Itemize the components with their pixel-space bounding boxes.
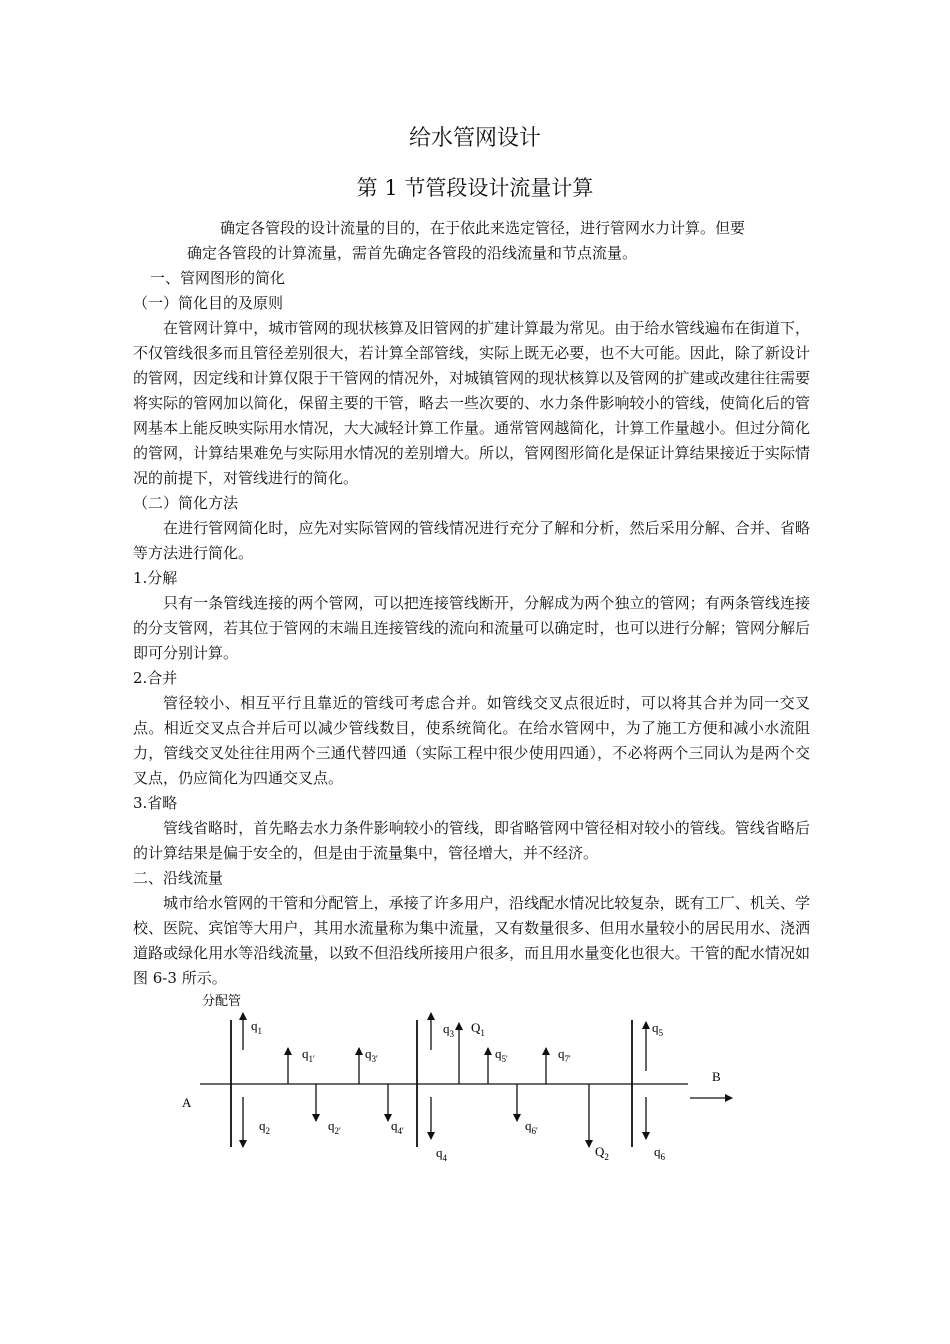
label-q7-prime: $q_{7'}$ xyxy=(558,1046,571,1064)
intro-line-2: 确定各管段的计算流量，需首先确定各管段的沿线流量和节点流量。 xyxy=(187,244,638,262)
heading-merge: 2.合并 xyxy=(133,669,178,687)
heading-omit: 3.省略 xyxy=(133,794,178,812)
label-Q2: $Q_2$ xyxy=(595,1144,609,1162)
heading-line-flow: 二、沿线流量 xyxy=(133,869,224,887)
label-q3-prime: $q_{3'}$ xyxy=(365,1046,378,1064)
page-title: 给水管网设计 xyxy=(408,126,541,151)
paragraph-omit: 管线省略时，首先略去水力条件影响较小的管线，即省略管网中管径相对较小的管线。管线省略后的计算结果是偏于安全的，但是由于流量集中，管径增大，并不经济。 xyxy=(133,819,810,862)
label-A: A xyxy=(182,1095,192,1110)
label-q4: $q_4$ xyxy=(436,1145,447,1163)
label-q3: $q_3$ xyxy=(443,1021,454,1039)
label-B: B xyxy=(712,1069,721,1084)
section-title: 第 1 节管段设计流量计算 xyxy=(356,176,594,200)
heading-method: （二）简化方法 xyxy=(133,494,239,512)
distribution-pipe-label: 分配管 xyxy=(202,993,242,1008)
label-q1-prime: $q_{1'}$ xyxy=(302,1046,315,1064)
heading-decomposition: 1.分解 xyxy=(133,569,178,587)
label-q6: $q_6$ xyxy=(654,1144,665,1162)
paragraph-merge: 管径较小、相互平行且靠近的管线可考虑合并。如管线交叉点很近时，可以将其合并为同一交叉点。相近交叉点合并后可以减少管线数目，使系统简化。在给水管网中，为了施工方便和减小水流阻力，管线交叉处往往用两个三通代替四通（实际工程中很少使用四通），不必将两个三同认为是两个交叉点，仍应简化为四通交叉点。 xyxy=(133,694,810,787)
intro-line-1: 确定各管段的设计流量的目的，在于依此来选定管径，进行管网水力计算。但要 xyxy=(220,219,746,237)
label-q2-prime: $q_{2'}$ xyxy=(328,1118,341,1136)
heading-network-simplification: 一、管网图形的简化 xyxy=(150,269,286,287)
label-Q1: $Q_1$ xyxy=(471,1020,485,1038)
label-q6-prime: $q_{6'}$ xyxy=(525,1118,538,1136)
heading-purpose-principle: （一）简化目的及原则 xyxy=(133,294,284,312)
paragraph-method: 在进行管网简化时，应先对实际管网的管线情况进行充分了解和分析，然后采用分解、合并、省略等方法进行简化。 xyxy=(133,519,810,562)
label-q5-prime: $q_{5'}$ xyxy=(495,1046,508,1064)
label-q4-prime: $q_{4'}$ xyxy=(391,1118,404,1136)
paragraph-purpose: 在管网计算中，城市管网的现状核算及旧管网的扩建计算最为常见。由于给水管线遍布在街道下，不仅管线很多而且管径差别很大，若计算全部管线，实际上既无必要，也不大可能。因此，除了新设计的管网，因定线和计算仅限于干管网的情况外，对城镇管网的现状核算以及管网的扩建或改建往往需要将实际的管网加以简化，保留主要的干管，略去一些次要的、水力条件影响较小的管线，使简化后的管网基本上能反映实际用水情况，大大减轻计算工作量。通常管网越简化，计算工作量越小。但过分简化的管网，计算结果难免与实际用水情况的差别增大。所以，管网图形简化是保证计算结果接近于实际情况的前提下，对管线进行的简化。 xyxy=(133,319,810,487)
label-q5: $q_5$ xyxy=(652,1020,663,1038)
paragraph-line-flow: 城市给水管网的干管和分配管上，承接了许多用户，沿线配水情况比较复杂，既有工厂、机关、学校、医院、宾馆等大用户，其用水流量称为集中流量，又有数量很多、但用水量较小的居民用水、浇洒道路或绿化用水等沿线流量，以致不但沿线所接用户很多，而且用水量变化也很大。干管的配水情况如图 6-3 所示。 xyxy=(133,894,810,987)
label-q2: $q_2$ xyxy=(259,1118,270,1136)
paragraph-decomposition: 只有一条管线连接的两个管网，可以把连接管线断开，分解成为两个独立的管网；有两条管线连接的分支管网，若其位于管网的末端且连接管线的流向和流量可以确定时，也可以进行分解；管网分解后即可分别计算。 xyxy=(133,594,810,662)
flow-distribution-diagram xyxy=(0,985,950,1175)
label-q1: $q_1$ xyxy=(251,1018,262,1036)
